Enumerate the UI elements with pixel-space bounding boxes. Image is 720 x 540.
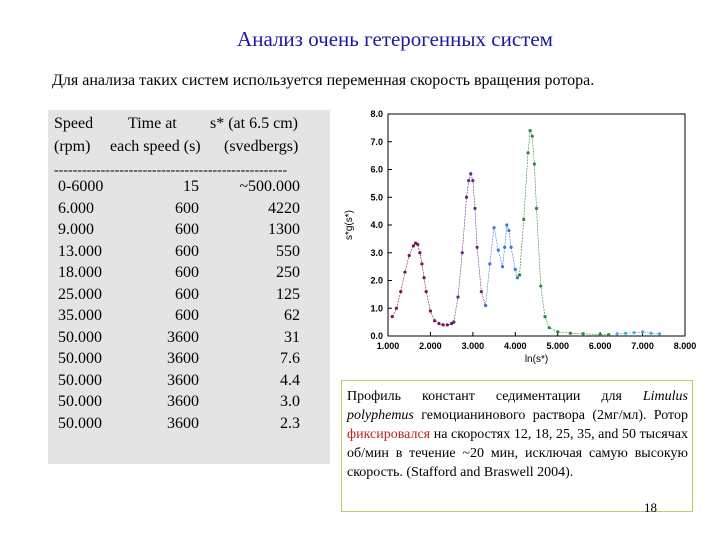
data-point (425, 290, 428, 293)
table-cell: ~500.000 (239, 178, 300, 195)
data-point (422, 276, 425, 279)
data-point (442, 323, 445, 326)
caption-text-1: Профиль констант седиментации для (347, 389, 643, 404)
table-cell: 3600 (167, 328, 199, 346)
table-cell: 15 (183, 178, 199, 195)
data-point (503, 246, 506, 249)
data-point (539, 284, 542, 287)
y-tick-label: 6.0 (370, 164, 383, 175)
table-cell: 3600 (167, 393, 199, 410)
x-tick-label: 6.000 (588, 341, 612, 351)
page-number: 18 (644, 500, 657, 515)
table-cell: 6.000 (58, 199, 94, 217)
data-point (433, 319, 436, 322)
data-point (616, 332, 619, 335)
data-point (641, 330, 644, 333)
table-cell: 250 (276, 264, 300, 281)
speed-table (48, 110, 330, 464)
y-tick-label: 5.0 (370, 192, 383, 203)
caption-highlight: фиксировался (347, 427, 431, 442)
data-point (543, 315, 546, 318)
data-point (467, 179, 470, 182)
data-point (395, 307, 398, 310)
data-point (465, 196, 468, 199)
data-point (484, 304, 487, 307)
header-speed: Speed (54, 115, 94, 132)
data-point (420, 262, 423, 265)
data-point (624, 332, 627, 335)
table-cell: 600 (175, 264, 199, 281)
data-point (569, 332, 572, 335)
y-tick-label: 7.0 (370, 136, 383, 147)
data-point (632, 331, 635, 334)
table-cell: 50.000 (58, 328, 102, 346)
data-point (492, 226, 495, 229)
x-tick-label: 7.000 (631, 341, 654, 351)
table-cell: 600 (175, 307, 199, 324)
table-cell: 3600 (167, 371, 199, 389)
x-tick-label: 5.000 (546, 341, 569, 351)
table-cell: 31 (284, 328, 300, 346)
table-cell: 50.000 (58, 393, 102, 410)
header-s: s* (at 6.5 cm) (210, 115, 298, 132)
table-cell: 0-6000 (58, 178, 104, 195)
data-point (535, 207, 538, 210)
data-point (607, 333, 610, 336)
data-point (505, 223, 508, 226)
table-cell: 600 (175, 199, 199, 217)
table-cell: 25.000 (58, 285, 102, 303)
data-point (516, 276, 519, 279)
figure-caption (341, 380, 693, 512)
caption-species: Limulus polyphemus (347, 389, 688, 423)
data-point (452, 321, 455, 324)
data-point (399, 290, 402, 293)
data-point (514, 268, 517, 271)
table-cell: 13.000 (58, 242, 102, 260)
table-cell: 125 (276, 285, 300, 303)
data-point (522, 218, 525, 221)
table-separator: -------------------------------------------------- (54, 163, 288, 178)
table-cell: 600 (175, 285, 199, 303)
data-point (531, 135, 534, 138)
table-cell: 600 (175, 242, 199, 260)
caption-text-3: на скоростях 12, 18, 25, 35, and 50 тысячах об/мин в течение ~20 мин, исключая самую высокую скорость. (Stafford and Braswell 2004). (347, 427, 688, 480)
data-point (599, 333, 602, 336)
data-point (529, 129, 532, 132)
y-tick-label: 4.0 (370, 220, 383, 230)
sedimentation-chart (340, 104, 700, 364)
data-point (416, 243, 419, 246)
table-cell: 18.000 (58, 264, 102, 281)
data-point (473, 207, 476, 210)
data-point (391, 315, 394, 318)
table-cell: 62 (284, 307, 300, 324)
data-point (403, 271, 406, 274)
data-point (471, 179, 474, 182)
x-axis-label: ln(s*) (524, 354, 549, 364)
data-point (437, 322, 440, 325)
table-cell: 7.6 (280, 350, 300, 367)
data-point (649, 332, 652, 335)
data-point (501, 265, 504, 268)
data-point (518, 273, 521, 276)
data-point (412, 244, 415, 247)
page-title: Анализ очень гетерогенных систем (237, 27, 553, 51)
data-point (469, 172, 472, 175)
table-cell: 3600 (167, 350, 199, 367)
page-subtitle: Для анализа таких систем используется переменная скорость вращения ротора. (52, 72, 595, 89)
data-point (548, 326, 551, 329)
data-point (507, 229, 510, 232)
x-tick-label: 3.000 (461, 341, 485, 351)
y-tick-label: 0.0 (370, 331, 383, 341)
caption-text-2: гемоцианинового раствора (2мг/мл). Ротор (413, 408, 688, 423)
y-tick-label: 1.0 (370, 303, 383, 314)
data-point (418, 251, 421, 254)
header-svedbergs: (svedbergs) (224, 138, 299, 155)
y-axis-label: s*g(s*) (344, 209, 355, 241)
x-tick-label: 8.000 (673, 341, 697, 351)
data-point (461, 251, 464, 254)
table-cell: 4.4 (280, 371, 300, 389)
y-tick-label: 8.0 (370, 109, 383, 119)
table-cell: 9.000 (58, 221, 94, 238)
table-cell: 4220 (268, 199, 300, 217)
data-point (533, 162, 536, 165)
data-point (526, 151, 529, 154)
data-point (456, 296, 459, 299)
plot-frame (388, 114, 685, 336)
data-point (582, 332, 585, 335)
table-cell: 600 (175, 221, 199, 238)
data-point (429, 309, 432, 312)
data-point (480, 290, 483, 293)
header-each-speed: each speed (s) (110, 138, 201, 155)
table-cell: 2.3 (280, 414, 300, 432)
x-tick-label: 2.000 (419, 341, 442, 351)
table-cell: 3600 (167, 414, 199, 432)
table-cell: 50.000 (58, 414, 102, 432)
data-point (497, 248, 500, 251)
data-point (446, 323, 449, 326)
y-tick-label: 3.0 (370, 247, 383, 258)
y-tick-label: 2.0 (370, 275, 383, 286)
data-point (408, 254, 411, 257)
data-point (509, 246, 512, 249)
x-tick-label: 1.000 (376, 341, 400, 351)
table-cell: 50.000 (58, 350, 102, 367)
header-rpm: (rpm) (54, 138, 91, 155)
data-point (658, 332, 661, 335)
table-cell: 3.0 (280, 393, 300, 410)
data-point (476, 246, 479, 249)
table-cell: 50.000 (58, 371, 102, 389)
table-cell: 35.000 (58, 307, 102, 324)
data-point (488, 262, 491, 265)
x-tick-label: 4.000 (504, 341, 527, 351)
table-cell: 550 (276, 242, 300, 260)
table-cell: 1300 (268, 221, 300, 238)
header-time: Time at (128, 115, 177, 132)
data-point (556, 330, 559, 333)
